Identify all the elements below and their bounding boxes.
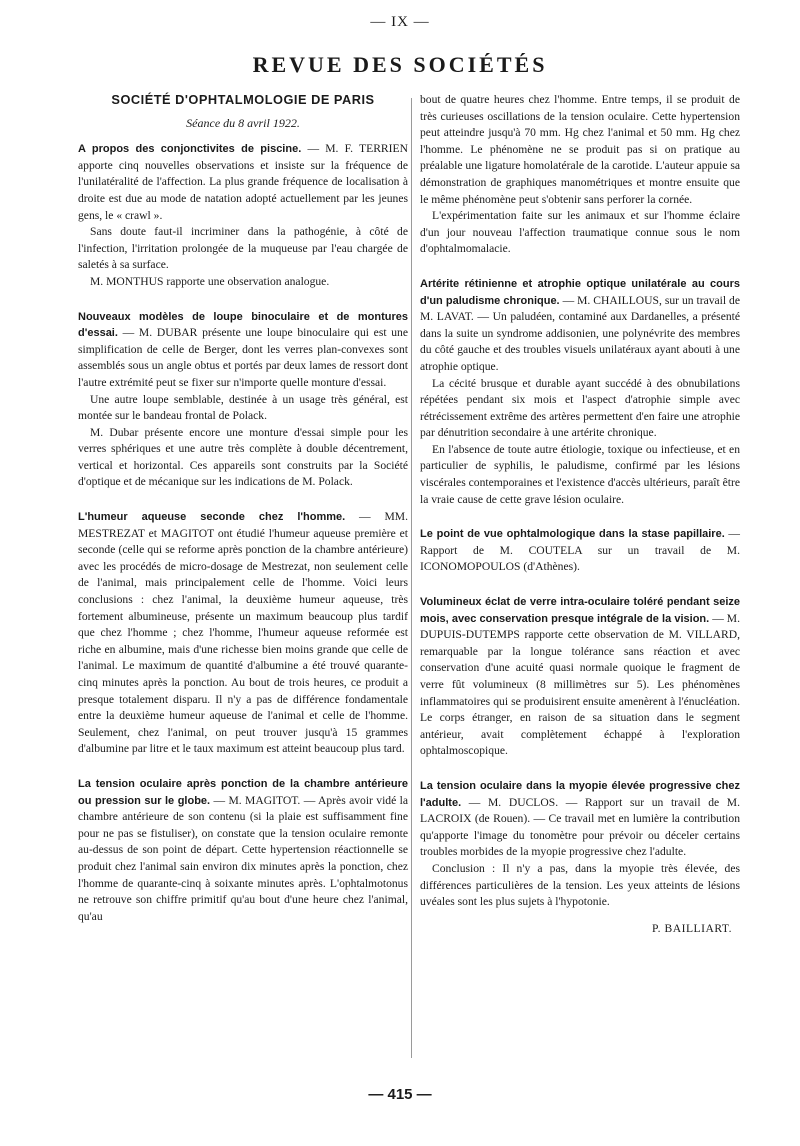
- society-heading: SOCIÉTÉ D'OPHTALMOLOGIE DE PARIS: [111, 92, 375, 107]
- article-title: La tension oculaire dans la myopie élevée progressive chez l'adulte.: [420, 779, 740, 809]
- article-paragraph: Sans doute faut-il incriminer dans la pathogénie, à côté de l'infection, l'irritation prolongée de la muqueuse par l'eau chargée de saletés à sa surface.: [78, 225, 408, 272]
- article-text: — M. MAGITOT. — Après avoir vidé la chambre antérieure de son contenu (si la plaie est suffisamment fine pour ne pas se fistuliser), on constate que la tension oculaire remonte au-dessus de son point de départ. Cette hypertension réactionnelle se produit chez l'animal sain environ dix minutes après la ponction, chez l'homme de quarante-cinq à soixante minutes après. L'ophtalmotonus ne retrouve son chiffre primitif qu'au bout d'une heure chez l'animal, qu'au: [78, 793, 408, 923]
- article-myopie-elevee: [420, 778, 740, 911]
- article-text: — M. DUBAR présente une loupe binoculaire qui est une simplification de celle de Berger, dont les verres plan-convexes sont assemblés sous un angle obtus et portés par deux lames de ressort dont l'autre extrémité peut se fixer sur n'importe quelle monture d'essai.: [78, 326, 408, 389]
- masthead-title: REVUE DES SOCIÉTÉS: [252, 52, 548, 77]
- article-loupe-binoculaire: [78, 309, 408, 492]
- article-arterite-retinienne: [420, 276, 740, 508]
- article-title: Nouveaux modèles de loupe binoculaire et de montures d'essai.: [78, 310, 408, 340]
- author-signature: P. BAILLIART.: [652, 921, 732, 935]
- article-title: La tension oculaire après ponction de la chambre antérieure ou pression sur le globe.: [78, 777, 408, 807]
- article-text: — MM. MESTREZAT et MAGITOT ont étudié l'humeur aqueuse première et seconde (celle qui se reforme après ponction de la chambre antérieure) avec les procédés de micro-dosage de Mestrezat, non seulement celle de l'animal, mais principalement celle de l'homme. Voici leurs conclusions : chez l'animal, la deuxième humeur aqueuse, très fortement albumineuse, présente un maximum beaucoup plus tardif que chez l'homme ; chez l'homme, l'humeur aqueuse reformée est riche en albumine, mais d'une richesse bien moins grande que celle de l'animal. Le maximum de quantité d'albumine a été trouvé quarante-cinq minutes après la ponction. Au bout de trois heures, ce produit a presque totalement disparu. Il n'y a pas de différence fondamentale entre la deuxième humeur aqueuse de l'animal et celle de l'homme. Seulement, chez l'animal, on peut trouver jusqu'à 15 grammes d'albumine par litre et le taux maximum est atteint beaucoup plus tard.: [78, 510, 408, 756]
- article-paragraph: Conclusion : Il n'y a pas, dans la myopie très élevée, des différences particulières de la tension. Les yeux atteints de lésions uvéales sont les plus sujets à l'hypotonie.: [420, 861, 740, 909]
- article-eclat-de-verre: [420, 594, 740, 760]
- article-paragraph: M. MONTHUS rapporte une observation analogue.: [90, 274, 330, 288]
- session-date: Séance du 8 avril 1922.: [186, 115, 300, 130]
- article-text: — M. DUCLOS. — Rapport sur un travail de M. LACROIX (de Rouen). — Ce travail met en lumière la contribution qu'apporte l'image du tonomètre pour prévoir ou déceler certains troubles morbides de la myopie progressive chez l'adulte.: [420, 795, 740, 859]
- article-stase-papillaire: [420, 526, 740, 576]
- article-paragraph: bout de quatre heures chez l'homme. Entre temps, il se produit de très curieuses oscillations de la tension oculaire. Cette hypertension peut atteindre jusqu'à 70 mm. Hg chez l'animal et 50 mm. Hg chez l'homme. Le phénomène ne se produit pas si on pratique au préalable une ligature homolatérale de la carotide. L'auteur appuie sa démonstration de graphiques manométriques et montre ensuite que le même phénomène peut s'obtenir sans perforer la cornée.: [420, 93, 740, 206]
- article-text: — Rapport de M. COUTELA sur un travail de M. ICONOMOPOULOS (d'Athènes).: [420, 527, 740, 574]
- article-paragraph: En l'absence de toute autre étiologie, toxique ou infectieuse, et en particulier de syphilis, le paludisme, confirmé par les lésions viscérales contemporaines et l'existence d'accès ultérieurs, paraît être la vraie cause de cette grave lésion oculaire.: [420, 442, 740, 506]
- article-paragraph: L'expérimentation faite sur les animaux et sur l'homme éclaire d'un jour nouveau l'affection traumatique connue sous le nom d'ophtalmomalacie.: [420, 209, 740, 256]
- article-title: Artérite rétinienne et atrophie optique unilatérale au cours d'un paludisme chronique.: [420, 277, 740, 307]
- article-conjonctivites: [78, 141, 408, 290]
- article-text: — M. F. TERRIEN apporte cinq nouvelles observations et insiste sur la fréquence de l'unilatéralité de l'affection. La plus grande fréquence de localisation à droite est due au mode de natation adopté actuellement par les jeunes gens, le « crawl ».: [78, 142, 408, 222]
- right-column: [420, 92, 740, 937]
- article-text: — M. CHAILLOUS, sur un travail de M. LAVAT. — Un paludéen, contaminé aux Dardanelles, a présenté dans la suite un syndrome addisonien, une polynévrite des membres du côté gauche et des troubles visuels unilatéraux ayant abouti à une atrophie optique.: [420, 293, 740, 373]
- article-title: Volumineux éclat de verre intra-oculaire toléré pendant seize mois, avec conservation presque intégrale de la vision.: [420, 596, 740, 625]
- page-roman-numeral: — IX —: [370, 14, 430, 30]
- article-paragraph: Une autre loupe semblable, destinée à un usage très général, est montée sur le bandeau frontal de Polack.: [78, 392, 408, 423]
- article-title: Le point de vue ophtalmologique dans la stase papillaire.: [420, 528, 725, 541]
- article-tension-ponction-continued: [420, 92, 740, 258]
- article-tension-ponction: [78, 776, 408, 925]
- article-paragraph: La cécité brusque et durable ayant succédé à des obnubilations répétées pendant six mois et l'aspect d'atrophie simple avec rétrécissement extrême des artères permettent d'en faire une atrophie par dénutrition secondaire à une artérite chronique.: [420, 376, 740, 440]
- article-humeur-aqueuse: [78, 509, 408, 758]
- article-title: L'humeur aqueuse seconde chez l'homme.: [78, 511, 346, 524]
- page-number: — 415 —: [368, 1086, 432, 1103]
- article-title: A propos des conjonctivites de piscine.: [78, 143, 302, 156]
- article-text: — M. DUPUIS-DUTEMPS rapporte cette observation de M. VILLARD, remarquable par la longue tolérance sans réaction et avec conservation d'une acuité quasi normale quoique le fragment de verre fût volumineux (8 millimètres sur 5). Les phénomènes inflammatoires qui se produisirent ensuite amenèrent à l'énucléation. Le corps étranger, en raison de sa situation dans le segment antérieur, avait complètement échappé à l'exploration ophtalmoscopique.: [420, 611, 740, 758]
- column-divider: [411, 98, 412, 1058]
- article-paragraph: M. Dubar présente encore une monture d'essai simple pour les verres sphériques et une autre très complète à double décentrement, vertical et horizontal. Ces appareils sont construits par la Société d'optique et de mécanique sur les indications de M. Polack.: [78, 425, 408, 489]
- left-column: [78, 92, 408, 931]
